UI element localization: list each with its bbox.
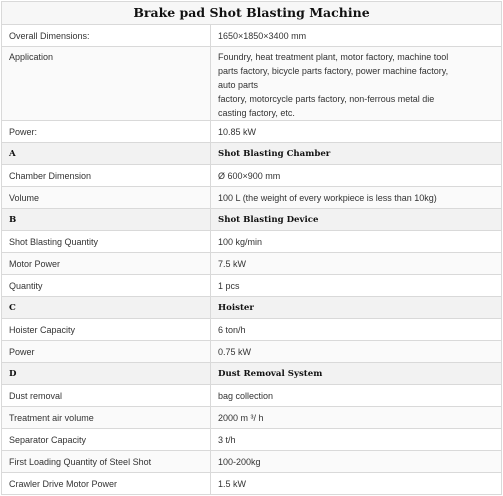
table-row	[2, 47, 502, 121]
application-line: Foundry, heat treatment plant, motor factory, machine tool	[218, 52, 449, 62]
section-header-b	[2, 209, 502, 231]
row-value: 1 pcs	[211, 275, 502, 297]
row-value: 1.5 kW	[211, 473, 502, 495]
table-row	[2, 407, 502, 429]
table-title: Brake pad Shot Blasting Machine	[2, 2, 502, 25]
power-value: 10.85 kW	[211, 121, 502, 143]
table-row	[2, 429, 502, 451]
application-line: factory, motorcycle parts factory, non-ferrous metal die	[218, 94, 435, 104]
row-value: 100 kg/min	[211, 231, 502, 253]
application-line: parts factory, bicycle parts factory, power machine factory,	[218, 66, 449, 76]
table-row	[2, 473, 502, 495]
row-label: Chamber Dimension	[2, 165, 211, 187]
row-value: 3 t/h	[211, 429, 502, 451]
section-header-c	[2, 297, 502, 319]
row-label: Volume	[2, 187, 211, 209]
row-value: 0.75 kW	[211, 341, 502, 363]
table-row	[2, 451, 502, 473]
table-row	[2, 165, 502, 187]
row-value: bag collection	[211, 385, 502, 407]
overall-dimensions-label: Overall Dimensions:	[2, 25, 211, 47]
section-title: Shot Blasting Device	[211, 209, 502, 231]
table-row	[2, 385, 502, 407]
row-label: Crawler Drive Motor Power	[2, 473, 211, 495]
row-label: Power	[2, 341, 211, 363]
row-value: 2000 m ³/ h	[211, 407, 502, 429]
table-row	[2, 275, 502, 297]
application-line: casting factory, etc.	[218, 108, 295, 118]
section-header-d	[2, 363, 502, 385]
row-value: 7.5 kW	[211, 253, 502, 275]
power-label: Power:	[2, 121, 211, 143]
row-label: Dust removal	[2, 385, 211, 407]
section-header-a	[2, 143, 502, 165]
row-value: 100-200kg	[211, 451, 502, 473]
row-label: Quantity	[2, 275, 211, 297]
application-label: Application	[2, 47, 211, 121]
row-label: Shot Blasting Quantity	[2, 231, 211, 253]
section-letter: B	[2, 209, 211, 231]
table-row	[2, 253, 502, 275]
spec-table	[1, 1, 502, 495]
section-letter: A	[2, 143, 211, 165]
section-title: Shot Blasting Chamber	[211, 143, 502, 165]
row-label: Motor Power	[2, 253, 211, 275]
overall-dimensions-value: 1650×1850×3400 mm	[211, 25, 502, 47]
table-row	[2, 25, 502, 47]
row-label: Separator Capacity	[2, 429, 211, 451]
application-line: auto parts	[218, 80, 259, 90]
row-label: Treatment air volume	[2, 407, 211, 429]
section-letter: C	[2, 297, 211, 319]
row-value: 6 ton/h	[211, 319, 502, 341]
table-row	[2, 187, 502, 209]
title-row	[2, 2, 502, 25]
table-row	[2, 121, 502, 143]
section-title: Hoister	[211, 297, 502, 319]
row-value: 100 L (the weight of every workpiece is less than 10kg)	[211, 187, 502, 209]
row-value: Ø 600×900 mm	[211, 165, 502, 187]
table-row	[2, 231, 502, 253]
table-row	[2, 341, 502, 363]
table-row	[2, 319, 502, 341]
section-letter: D	[2, 363, 211, 385]
section-title: Dust Removal System	[211, 363, 502, 385]
row-label: First Loading Quantity of Steel Shot	[2, 451, 211, 473]
application-value	[211, 47, 502, 121]
row-label: Hoister Capacity	[2, 319, 211, 341]
